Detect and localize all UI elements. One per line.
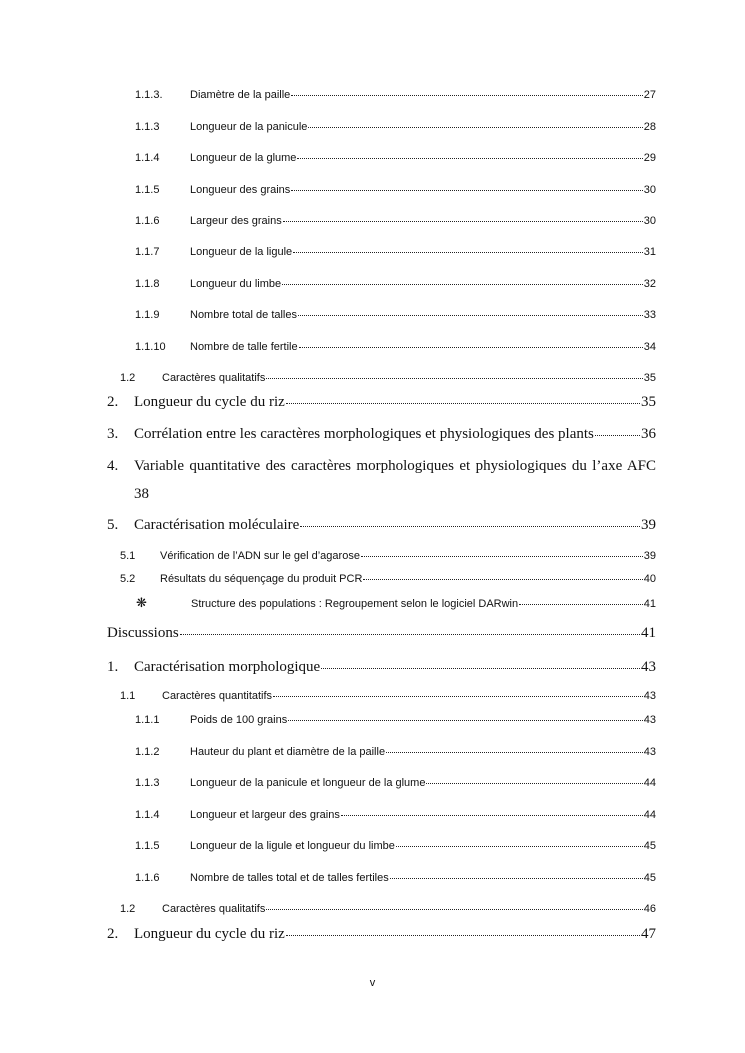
toc-entry-page: 43 [643,714,656,726]
toc-entry-title: Poids de 100 grains [190,714,288,726]
toc-entry-page: 36 [641,426,656,442]
toc-entry[interactable] [107,517,656,534]
toc-entry[interactable] [135,341,656,353]
toc-entry-page: 35 [641,394,656,410]
toc-entry-number: 1.1.4 [135,809,160,821]
toc-entry-page: 32 [643,278,656,290]
toc-entry-number: 1.1.6 [135,872,160,884]
toc-entry-title: Résultats du séquençage du produit PCR [160,573,363,585]
toc-entry-page: 30 [643,184,656,196]
toc-entry[interactable] [135,872,656,884]
toc-entry-title: Caractères qualitatifs [162,372,266,384]
dot-leader [283,221,643,222]
dot-leader [297,158,642,159]
dot-leader [266,909,642,910]
dot-leader [396,846,643,847]
dot-leader [266,378,642,379]
dot-leader [390,878,643,879]
toc-entry[interactable] [135,309,656,321]
toc-entry-title: Discussions [107,625,179,641]
toc-entry[interactable] [135,714,656,726]
bullet-icon: ❋ [136,595,147,610]
toc-entry[interactable] [135,746,656,758]
toc-entry-page: 44 [643,777,656,789]
toc-entry-page: 43 [643,690,656,702]
dot-leader [308,127,642,128]
toc-entry-number: 1.1.7 [135,246,160,258]
toc-entry[interactable] [135,777,656,789]
toc-entry[interactable] [135,246,656,258]
dot-leader [291,190,642,191]
toc-entry-title: Longueur et largeur des grains [190,809,340,821]
toc-entry-number: 1.2 [120,372,136,384]
dot-leader [298,315,643,316]
toc-entry-number: 4. [107,458,119,474]
toc-entry-title: Largeur des grains [190,215,282,227]
toc-entry-title: Longueur du cycle du riz [134,926,285,942]
toc-entry-title: Longueur du limbe [190,278,282,290]
toc-entry-page: 46 [643,903,656,915]
toc-entry-number: 1.1.9 [135,309,160,321]
dot-leader [288,720,643,721]
toc-entry-page: 39 [643,550,656,562]
toc-entry-title: Longueur du cycle du riz [134,394,285,410]
toc-entry-title: Longueur de la panicule et longueur de la glume [190,777,426,789]
dot-leader [386,752,643,753]
toc-entry-page: 41 [641,625,656,641]
toc-entry-page: 30 [643,215,656,227]
toc-entry-title: Longueur de la glume [190,152,297,164]
toc-entry-page: 28 [643,121,656,133]
toc-entry-title: Caractères quantitatifs [162,690,273,702]
toc-entry-title: Longueur de la ligule [190,246,293,258]
toc-entry-number: 1.1.10 [135,341,166,353]
toc-entry-page: 35 [643,372,656,384]
toc-entry[interactable] [135,89,656,101]
dot-leader [286,935,640,936]
toc-entry-number: 5. [107,517,119,533]
toc-entry[interactable] [135,152,656,164]
toc-entry-title: Longueur de la panicule [190,121,308,133]
toc-entry-number: 1.1.3 [135,777,160,789]
dot-leader [273,696,643,697]
toc-entry[interactable] [107,458,656,503]
toc-entry-number: 1.1.5 [135,184,160,196]
toc-entry-title: Nombre total de talles [190,309,297,321]
dot-leader [286,403,640,404]
dot-leader [300,526,640,527]
toc-entry-title: Corrélation entre les caractères morphologiques et physiologiques des plants [134,426,594,442]
toc-entry-number: 1.1.6 [135,215,160,227]
toc-entry-page: 34 [643,341,656,353]
dot-leader [293,252,643,253]
toc-entry-page: 39 [641,517,656,533]
toc-entry[interactable] [135,184,656,196]
dot-leader [282,284,643,285]
toc-entry-title: Variable quantitative des caractères morphologiques et physiologiques du l’axe AFC [134,458,656,474]
dot-leader [180,634,640,635]
toc-entry-number: 1.1.4 [135,152,160,164]
toc-entry[interactable] [107,426,656,443]
toc-entry-number: 1.1.3 [135,121,160,133]
dot-leader [426,783,642,784]
toc-entry-page: 43 [641,659,656,675]
toc-entry[interactable] [120,690,656,702]
toc-entry-page: 31 [643,246,656,258]
toc-entry[interactable] [120,372,656,384]
toc-entry-page: 27 [643,89,656,101]
page-number-footer: v [369,977,376,989]
toc-entry-title: Caractérisation morphologique [134,659,321,675]
toc-entry-page: 44 [643,809,656,821]
toc-entry-page: 40 [643,573,656,585]
dot-leader [291,95,642,96]
toc-entry-title: Hauteur du plant et diamètre de la paille [190,746,386,758]
toc-entry-page: 33 [643,309,656,321]
dot-leader [341,815,643,816]
toc-entry[interactable] [107,659,656,676]
toc-entry-page: 29 [643,152,656,164]
toc-entry-title: Vérification de l’ADN sur le gel d’agarose [160,550,360,562]
toc-entry[interactable] [107,625,656,642]
toc-entry-number: 5.1 [120,550,136,562]
toc-entry[interactable] [135,809,656,821]
toc-entry-page: 45 [643,872,656,884]
toc-entry-title: Nombre de talles total et de talles fertiles [190,872,389,884]
toc-entry[interactable] [135,278,656,290]
toc-entry-number: 2. [107,394,119,410]
toc-entry[interactable] [120,573,656,585]
dot-leader [299,347,643,348]
dot-leader [363,579,642,580]
toc-entry-page: 41 [643,598,656,610]
toc-entry-title: Caractères qualitatifs [162,903,266,915]
toc-entry-number: 1.1.2 [135,746,160,758]
toc-entry-title: Caractérisation moléculaire [134,517,300,533]
toc-entry-number: 1.1.3. [135,89,163,101]
toc-entry-number: 1. [107,659,119,675]
toc-entry-page: 38 [134,486,149,502]
toc-entry[interactable] [135,840,656,852]
dot-leader [361,556,643,557]
toc-entry-title: Structure des populations : Regroupement selon le logiciel DARwin [191,598,519,610]
toc-entry-number: 1.1.8 [135,278,160,290]
dot-leader [595,435,640,436]
toc-entry-title: Diamètre de la paille [190,89,291,101]
toc-entry[interactable] [135,215,656,227]
toc-entry[interactable] [135,595,656,611]
toc-entry[interactable] [120,550,656,562]
toc-entry-number: 1.1 [120,690,136,702]
toc-entry-number: 1.2 [120,903,136,915]
toc-entry-page: 43 [643,746,656,758]
toc-entry[interactable] [107,926,656,943]
dot-leader [321,668,640,669]
toc-entry-number: 1.1.5 [135,840,160,852]
toc-entry-number: 2. [107,926,119,942]
toc-entry-number: 1.1.1 [135,714,160,726]
toc-entry-page: 45 [643,840,656,852]
toc-entry-page: 47 [641,926,656,942]
toc-entry-title: Longueur de la ligule et longueur du limbe [190,840,395,852]
toc-entry[interactable] [135,121,656,133]
dot-leader [519,604,643,605]
toc-entry-number: 5.2 [120,573,136,585]
toc-entry[interactable] [107,394,656,411]
toc-entry-title: Nombre de talle fertile [190,341,298,353]
toc-entry[interactable] [120,903,656,915]
toc-entry-title: Longueur des grains [190,184,291,196]
toc-entry-number: 3. [107,426,119,442]
